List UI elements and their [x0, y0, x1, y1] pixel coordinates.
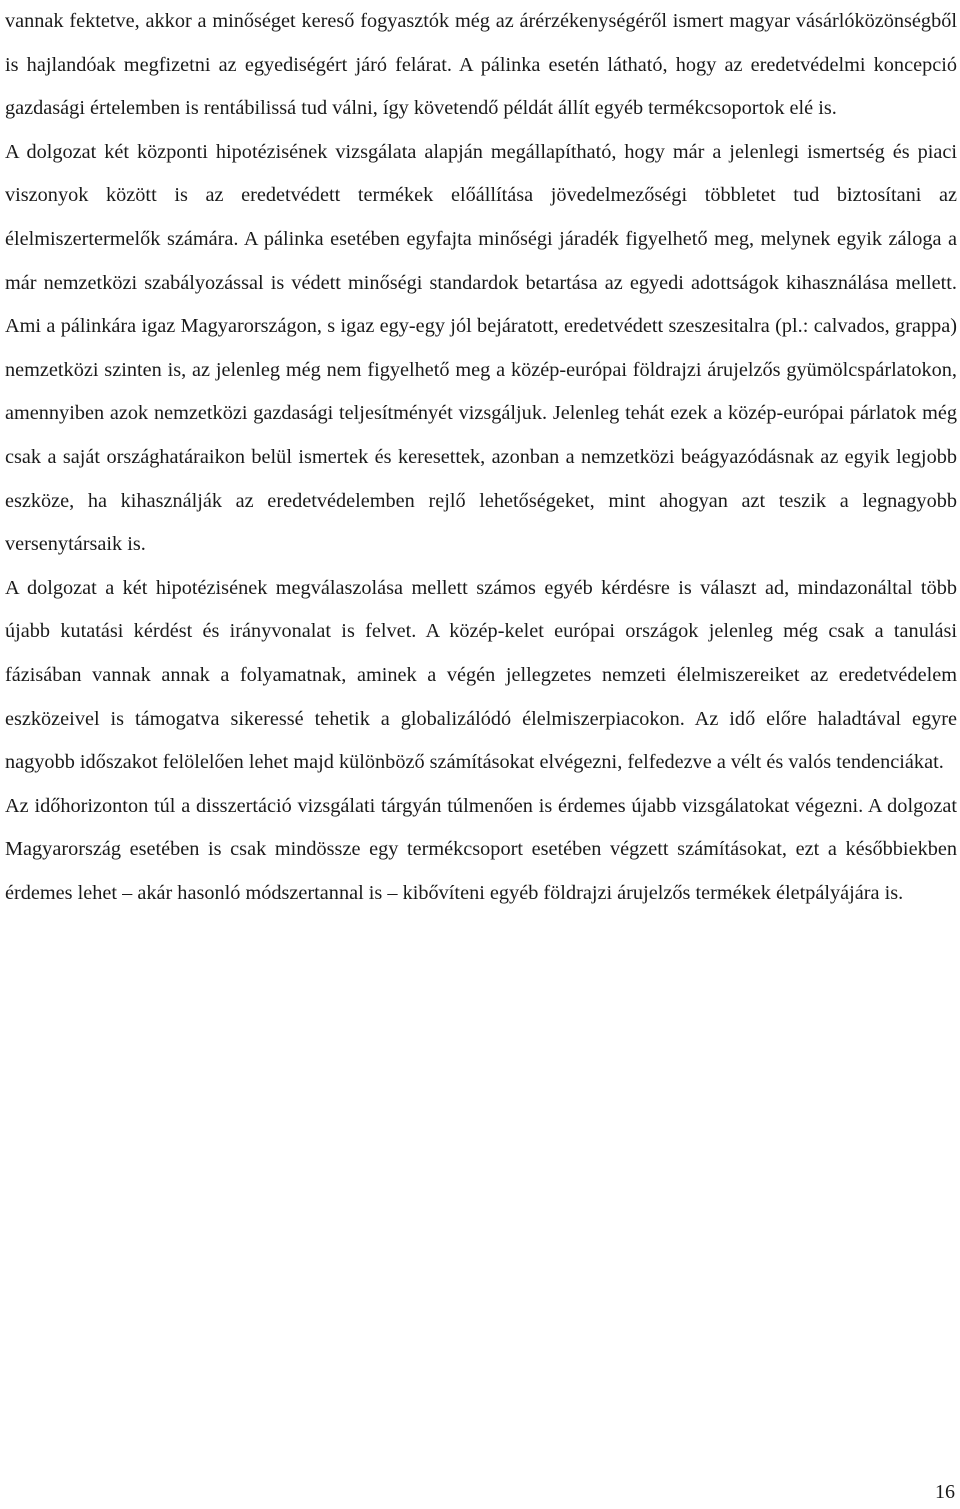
paragraph-hypotheses: A dolgozat két központi hipotézisének vizsgálata alapján megállapítható, hogy már a jelenlegi ismertség és piaci viszonyok között is az eredetvédett termékek előállítása jövedelmezőségi többletet tud biztosítani az élelmiszertermelők számára. A pálinka esetében egyfajta minőségi járadék figyelhető meg, melynek egyik záloga a már nemzetközi szabályozással is védett minőségi standardok betartása az egyedi adottságok kihasználása mellett. Ami a pálinkára igaz Magyarországon, s igaz egy-egy jól bejáratott, eredetvédett szeszesitalra (pl.: calvados, grappa) nemzetközi szinten is, az jelenleg még nem figyelhető meg a közép-európai földrajzi árujelzős gyümölcspárlatokon, amennyiben azok nemzetközi gazdasági teljesítményét vizsgáljuk. Jelenleg tehát ezek a közép-európai párlatok még csak a saját országhatáraikon belül ismertek és keresettek, azonban a nemzetközi beágyazódásnak az egyik legjobb eszköze, ha kihasználják az eredetvédelemben rejlő lehetőségeket, mint ahogyan azt teszik a legnagyobb versenytársaik is. — [5, 140, 957, 556]
paragraph-further-questions: A dolgozat a két hipotézisének megválaszolása mellett számos egyéb kérdésre is választ ad, mindazonáltal több újabb kutatási kérdést és irányvonalat is felvet. A közép-kelet európai országok jelenleg még csak a tanulási fázisában vannak annak a folyamatnak, aminek a végén jellegzetes nemzeti élelmiszereiket az eredetvédelem eszközeivel is támogatva sikeressé tehetik a globalizálódó élelmiszerpiacokon. Az idő előre haladtával egyre nagyobb időszakot felölelően lehet majd különböző számításokat elvégezni, felfedezve a vélt és valós tendenciákat. — [5, 576, 957, 774]
document-page — [5, 0, 957, 915]
page-number: 16 — [935, 1481, 955, 1503]
paragraph-time-horizon: Az időhorizonton túl a disszertáció vizsgálati tárgyán túlmenően is érdemes újabb vizsgálatokat végezni. A dolgozat Magyarország esetében is csak mindössze egy termékcsoport esetében végzett számításokat, ezt a későbbiekben érdemes lehet – akár hasonló módszertannal is – kibővíteni egyéb földrajzi árujelzős termékek életpályájára is. — [5, 794, 957, 904]
paragraph-continuation: vannak fektetve, akkor a minőséget kereső fogyasztók még az árérzékenységéről ismert magyar vásárlóközönségből is hajlandóak megfizetni az egyediségért járó felárat. A pálinka esetén látható, hogy az eredetvédelmi koncepció gazdasági értelemben is rentábilissá tud válni, így követendő példát állít egyéb termékcsoportok elé is. — [5, 10, 957, 120]
